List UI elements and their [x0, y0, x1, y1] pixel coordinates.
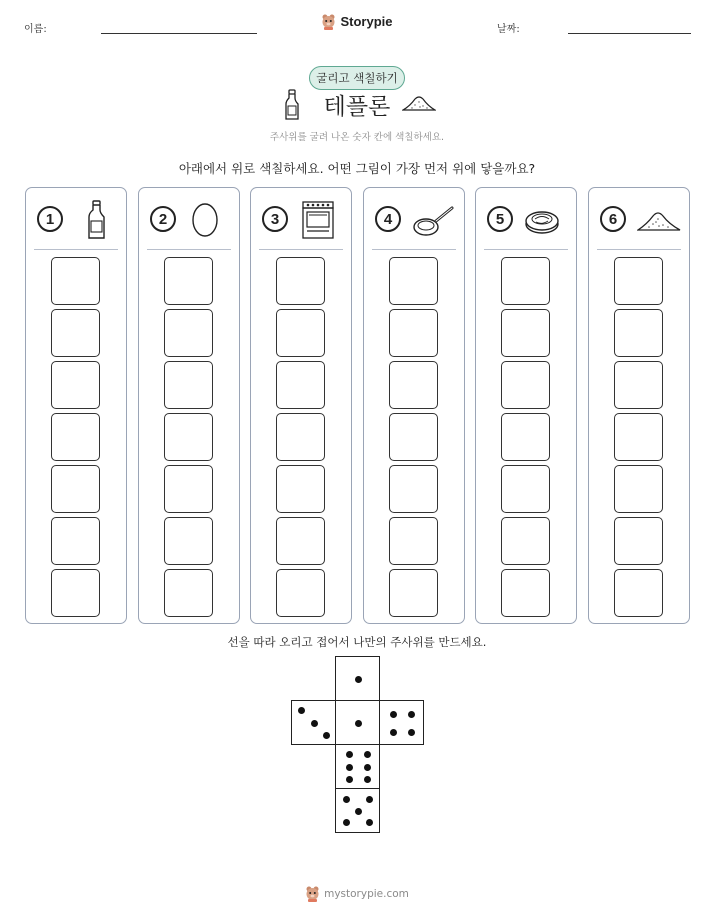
- color-box[interactable]: [164, 569, 213, 617]
- column-number: 1: [37, 206, 63, 232]
- color-box[interactable]: [276, 569, 325, 617]
- dice-pip: [366, 819, 373, 826]
- dice-face-4: [379, 700, 424, 745]
- color-box[interactable]: [164, 465, 213, 513]
- column-header: [476, 200, 576, 246]
- color-box[interactable]: [614, 413, 663, 461]
- column-divider: [597, 249, 681, 250]
- column-header: [589, 200, 689, 246]
- color-box[interactable]: [51, 465, 100, 513]
- column-6: [588, 187, 690, 624]
- column-header: [139, 200, 239, 246]
- dice-pip: [346, 751, 353, 758]
- column-3: [250, 187, 352, 624]
- color-box[interactable]: [389, 361, 438, 409]
- color-box[interactable]: [164, 517, 213, 565]
- column-divider: [484, 249, 568, 250]
- dice-pip: [346, 764, 353, 771]
- storypie-mascot-icon: [305, 885, 320, 902]
- dice-pip: [343, 796, 350, 803]
- column-number: 6: [600, 206, 626, 232]
- dice-pip: [408, 711, 415, 718]
- column-divider: [147, 249, 231, 250]
- column-number: 2: [150, 206, 176, 232]
- dice-pip: [343, 819, 350, 826]
- color-box[interactable]: [164, 413, 213, 461]
- dice-face-1: [335, 656, 380, 701]
- coloring-instruction: 아래에서 위로 색칠하세요. 어떤 그림이 가장 먼저 위에 닿을까요?: [178, 161, 536, 176]
- color-box[interactable]: [276, 361, 325, 409]
- color-box[interactable]: [51, 361, 100, 409]
- color-box[interactable]: [389, 309, 438, 357]
- color-box[interactable]: [276, 517, 325, 565]
- dice-face-3: [291, 700, 336, 745]
- color-box[interactable]: [501, 361, 550, 409]
- dice-pip: [390, 711, 397, 718]
- color-box[interactable]: [276, 257, 325, 305]
- column-1: [25, 187, 127, 624]
- page-title: 테플론: [323, 94, 391, 120]
- column-header: [251, 200, 351, 246]
- dice-pip: [390, 729, 397, 736]
- color-box[interactable]: [501, 569, 550, 617]
- color-box[interactable]: [276, 465, 325, 513]
- dice-pip: [311, 720, 318, 727]
- dice-pip: [346, 776, 353, 783]
- column-number: 5: [487, 206, 513, 232]
- column-5: [475, 187, 577, 624]
- color-box[interactable]: [389, 413, 438, 461]
- brand-name: Storypie: [340, 14, 393, 29]
- color-box[interactable]: [51, 569, 100, 617]
- flour-pile-icon: [402, 94, 436, 112]
- column-divider: [372, 249, 456, 250]
- color-box[interactable]: [614, 517, 663, 565]
- color-box[interactable]: [614, 569, 663, 617]
- dice-pip: [364, 751, 371, 758]
- activity-badge: 굴리고 색칠하기: [309, 66, 405, 90]
- dice-face-1: [335, 700, 380, 745]
- color-box[interactable]: [614, 361, 663, 409]
- name-label: 이름:: [24, 24, 47, 35]
- column-number: 3: [262, 206, 288, 232]
- color-box[interactable]: [51, 257, 100, 305]
- dice-face-6: [335, 744, 380, 789]
- color-box[interactable]: [276, 413, 325, 461]
- dice-pip: [366, 796, 373, 803]
- column-number: 4: [375, 206, 401, 232]
- dice-pip: [364, 764, 371, 771]
- color-box[interactable]: [51, 517, 100, 565]
- milk-bottle-icon: [74, 200, 118, 240]
- egg-icon: [187, 200, 231, 240]
- color-box[interactable]: [51, 413, 100, 461]
- brand-logo: [0, 13, 714, 34]
- dice-pip: [355, 676, 362, 683]
- color-box[interactable]: [389, 465, 438, 513]
- color-box[interactable]: [614, 465, 663, 513]
- color-box[interactable]: [389, 569, 438, 617]
- dice-pip: [323, 732, 330, 739]
- dice-pip: [355, 720, 362, 727]
- date-label: 날짜:: [497, 24, 520, 35]
- color-box[interactable]: [164, 361, 213, 409]
- footer-url[interactable]: mystorypie.com: [324, 887, 409, 900]
- flour-pile-icon: [637, 200, 681, 240]
- dice-pip: [364, 776, 371, 783]
- column-4: [363, 187, 465, 624]
- color-box[interactable]: [164, 257, 213, 305]
- column-2: [138, 187, 240, 624]
- color-box[interactable]: [501, 309, 550, 357]
- stove-oven-icon: [299, 200, 343, 240]
- dice-pip: [298, 707, 305, 714]
- column-divider: [34, 249, 118, 250]
- color-box[interactable]: [614, 309, 663, 357]
- color-box[interactable]: [614, 257, 663, 305]
- color-box[interactable]: [501, 465, 550, 513]
- dice-pip: [355, 808, 362, 815]
- dice-face-5: [335, 788, 380, 833]
- subtitle: 주사위를 굴려 나온 숫자 칸에 색칠하세요.: [269, 132, 445, 143]
- color-box[interactable]: [501, 257, 550, 305]
- color-box[interactable]: [276, 309, 325, 357]
- color-box[interactable]: [51, 309, 100, 357]
- color-box[interactable]: [501, 413, 550, 461]
- color-box[interactable]: [389, 517, 438, 565]
- column-header: [26, 200, 126, 246]
- color-box[interactable]: [389, 257, 438, 305]
- column-divider: [259, 249, 343, 250]
- pancake-icon: [524, 200, 568, 240]
- footer: [0, 885, 714, 906]
- frying-pan-icon: [412, 200, 456, 240]
- color-box[interactable]: [501, 517, 550, 565]
- dice-pip: [408, 729, 415, 736]
- storypie-mascot-icon: [321, 13, 336, 30]
- column-header: [364, 200, 464, 246]
- dice-instruction: 선을 따라 오리고 접어서 나만의 주사위를 만드세요.: [227, 635, 487, 649]
- color-box[interactable]: [164, 309, 213, 357]
- milk-bottle-icon: [284, 89, 300, 121]
